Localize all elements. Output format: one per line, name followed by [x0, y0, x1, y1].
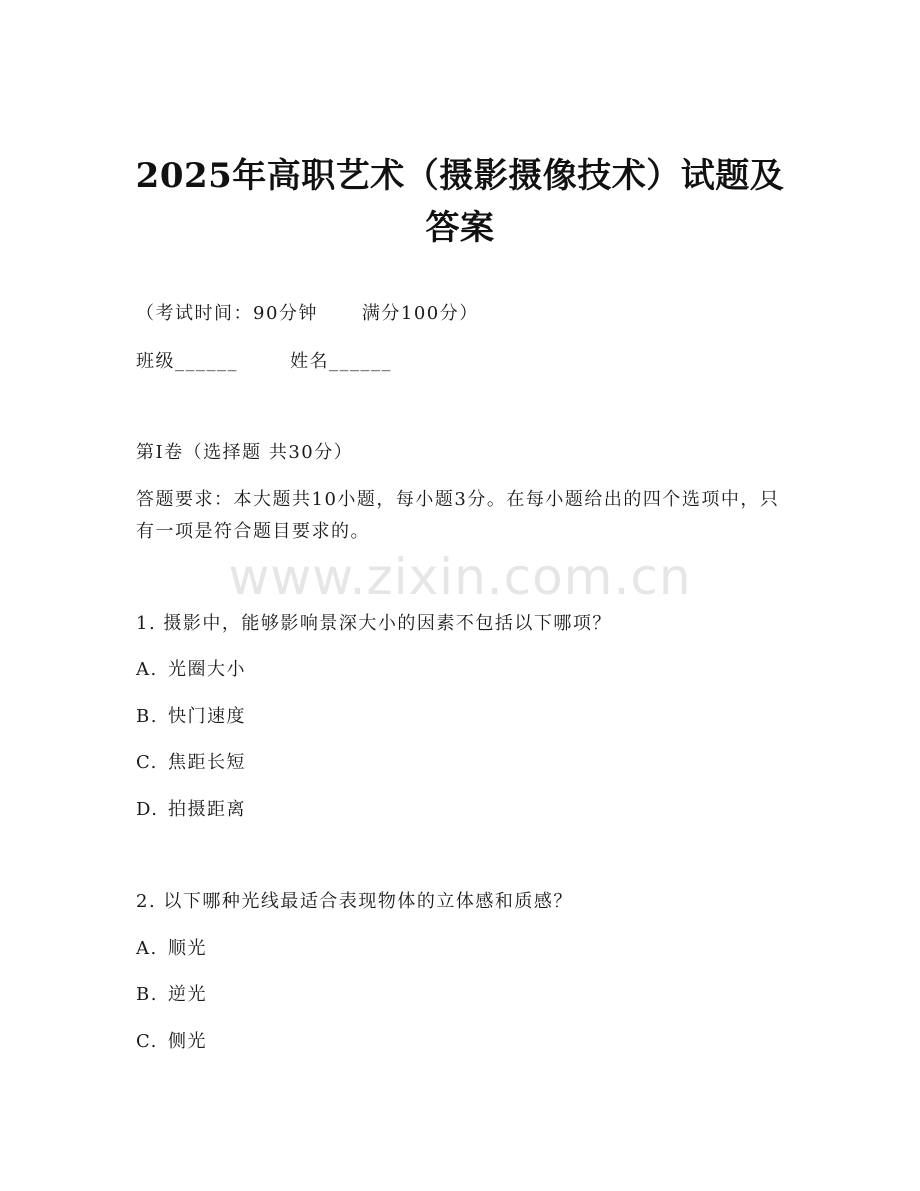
document-title: 2025年高职艺术（摄影摄像技术）试题及答案 [135, 156, 785, 248]
option-text: 快门速度 [168, 706, 246, 727]
question-stem: 1. 摄影中，能够影响景深大小的因素不包括以下哪项？ [136, 613, 612, 634]
option-text: 光圈大小 [168, 659, 246, 680]
question-option [136, 983, 207, 1007]
student-fields [136, 350, 392, 374]
question-option [136, 751, 246, 775]
section-heading: 第I卷（选择题 共30分） [136, 442, 354, 463]
option-letter: B. [136, 984, 158, 1005]
exam-score: 满分100分） [361, 303, 479, 324]
exam-time: （考试时间：90分钟 [136, 303, 318, 324]
question-option [136, 1030, 207, 1054]
question-option [136, 798, 246, 822]
option-text: 逆光 [168, 984, 207, 1005]
option-text: 顺光 [168, 938, 207, 959]
question-option [136, 937, 207, 961]
watermark: www.zixin.com.cn [228, 548, 692, 606]
option-letter: A. [136, 659, 158, 680]
option-text: 焦距长短 [168, 752, 246, 773]
option-letter: B. [136, 706, 158, 727]
section-instructions: 答题要求：本大题共10小题，每小题3分。在每小题给出的四个选项中，只有一项是符合题目要求的。 [136, 489, 780, 542]
name-field-label: 姓名______ [290, 351, 392, 372]
option-letter: A. [136, 938, 158, 959]
class-field-label: 班级______ [136, 351, 238, 372]
option-letter: C. [136, 1031, 158, 1052]
option-letter: C. [136, 752, 158, 773]
exam-info [136, 302, 479, 326]
question-option [136, 705, 246, 729]
option-text: 侧光 [168, 1031, 207, 1052]
option-letter: D. [136, 799, 159, 820]
question-option [136, 658, 246, 682]
option-text: 拍摄距离 [168, 799, 246, 820]
question-stem: 2. 以下哪种光线最适合表现物体的立体感和质感？ [136, 891, 573, 912]
